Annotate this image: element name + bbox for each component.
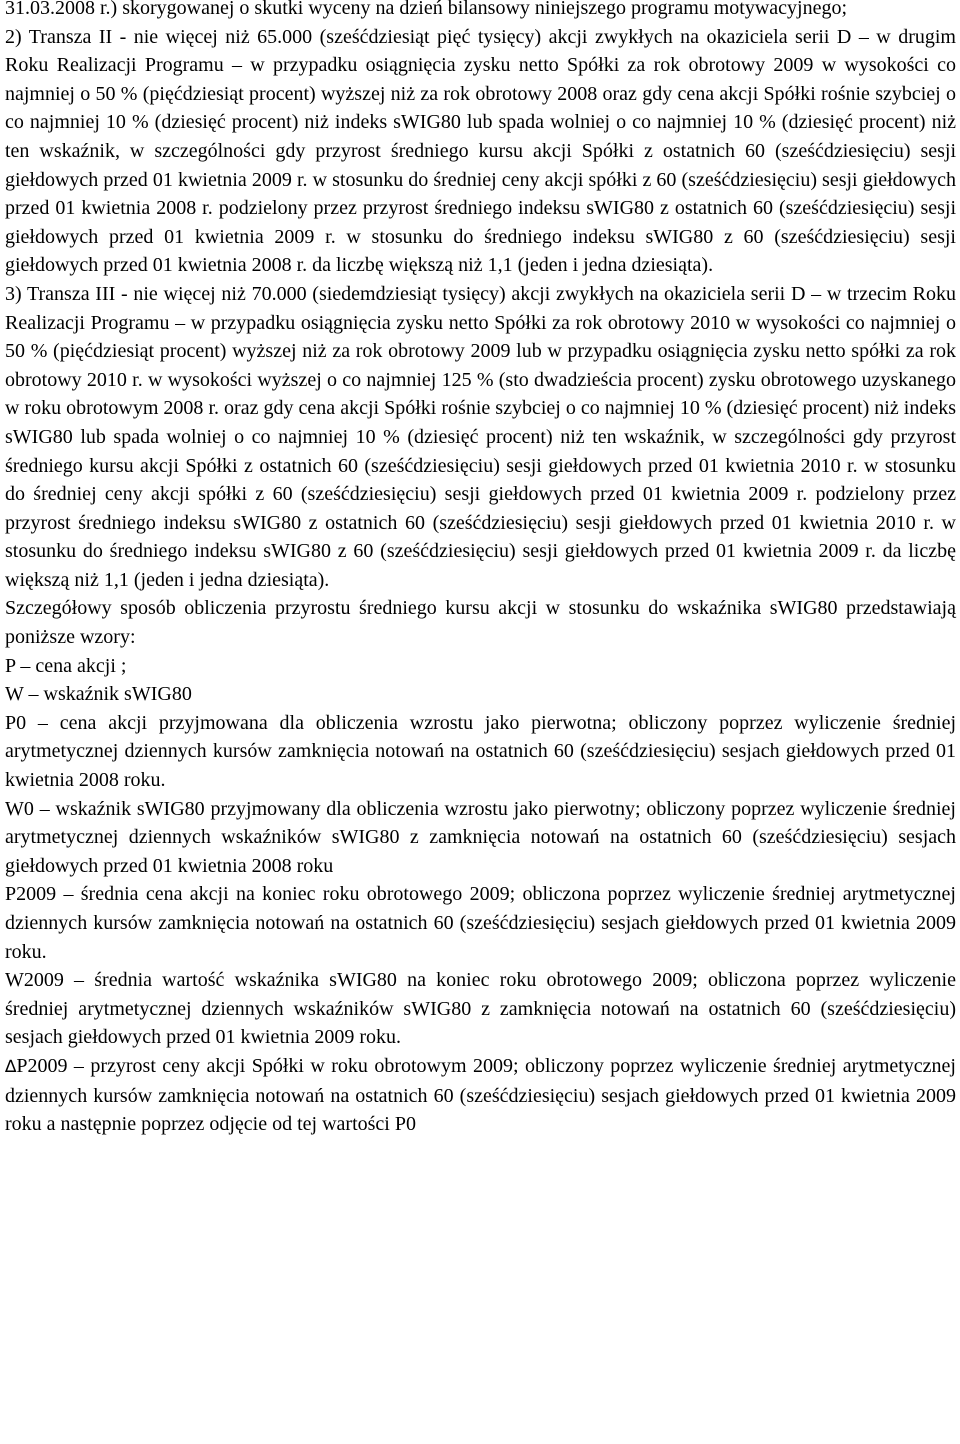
definition-w2009: W2009 – średnia wartość wskaźnika sWIG80 na koniec roku obrotowego 2009; obliczona poprzez wyliczenie średniej arytmetycznej dziennych wskaźników sWIG80 z zamknięcia notowań na ostatnich 60 (sześćdziesięciu) sesjach giełdowych przed 01 kwietnia 2009 roku.: [5, 969, 956, 1049]
definition-p2009: P2009 – średnia cena akcji na koniec roku obrotowego 2009; obliczona poprzez wyliczenie średniej arytmetycznej dziennych kursów zamknięcia notowań na ostatnich 60 (sześćdziesięciu) sesjach giełdowych przed 01 kwietnia 2009 roku.: [5, 883, 956, 963]
definition-delta-p2009-text: P2009 – przyrost ceny akcji Spółki w roku obrotowym 2009; obliczony poprzez wyliczenie średniej arytmetycznej dziennych kursów zamknięcia notowań na ostatnich 60 (sześćdziesięciu) sesjach giełdowych przed 01 kwietnia 2009 roku a następnie poprzez odjęcie od tej wartości P0: [5, 1054, 956, 1136]
paragraph-formula-intro: Szczegółowy sposób obliczenia przyrostu średniego kursu akcji w stosunku do wskaźnika sWIG80 przedstawiają poniższe wzory:: [5, 597, 956, 649]
paragraph-transza-ii: 2) Transza II - nie więcej niż 65.000 (sześćdziesiąt pięć tysięcy) akcji zwykłych na okaziciela serii D – w drugim Roku Realizacji Programu – w przypadku osiągnięcia zysku netto Spółki za rok obrotowy 2009 w wysokości co najmniej o 50 % (pięćdziesiąt procent) wyższej niż za rok obrotowy 2008 oraz gdy cena akcji Spółki rośnie szybciej o co najmniej 10 % (dziesięć procent) niż indeks sWIG80 lub spada wolniej o co najmniej 10 % (dziesięć procent) niż ten wskaźnik, w szczególności gdy przyrost średniego kursu akcji Spółki z ostatnich 60 (sześćdziesięciu) sesji giełdowych przed 01 kwietnia 2009 r. w stosunku do średniej ceny akcji spółki z 60 (sześćdziesięciu) sesji giełdowych przed 01 kwietnia 2008 r. podzielony przez przyrost średniego indeksu sWIG80 z ostatnich 60 (sześćdziesięciu) sesji giełdowych przed 01 kwietnia 2009 r. w stosunku do średniego indeksu sWIG80 z 60 (sześćdziesięciu) sesji giełdowych przed 01 kwietnia 2008 r. da liczbę większą niż 1,1 (jeden i jedna dziesiąta).: [5, 25, 956, 277]
definition-delta-p2009: [5, 1052, 956, 1139]
definition-w0: W0 – wskaźnik sWIG80 przyjmowany dla obliczenia wzrostu jako pierwotny; obliczony poprzez wyliczenie średniej arytmetycznej dziennych wskaźników sWIG80 z zamknięcia notowań na ostatnich 60 (sześćdziesięciu) sesjach giełdowych przed 01 kwietnia 2008 roku: [5, 797, 956, 877]
definition-w: W – wskaźnik sWIG80: [5, 683, 192, 706]
definition-p0: P0 – cena akcji przyjmowana dla obliczenia wzrostu jako pierwotna; obliczony poprzez wyliczenie średniej arytmetycznej dziennych kursów zamknięcia notowań na ostatnich 60 (sześćdziesięciu) sesjach giełdowych przed 01 kwietnia 2008 roku.: [5, 711, 956, 792]
paragraph-transza-iii: 3) Transza III - nie więcej niż 70.000 (siedemdziesiąt tysięcy) akcji zwykłych na okaziciela serii D – w trzecim Roku Realizacji Programu – w przypadku osiągnięcia zysku netto Spółki za rok obrotowy 2010 w wysokości co najmniej o 50 % (pięćdziesiąt procent) wyższej niż za rok obrotowy 2009 lub w przypadku osiągnięcia zysku netto spółki za rok obrotowy 2010 r. w wysokości wyższej o co najmniej 125 % (sto dwadzieścia procent) zysku obrotowego uzyskanego w roku obrotowym 2008 r. oraz gdy cena akcji Spółki rośnie szybciej o co najmniej 10 % (dziesięć procent) niż indeks sWIG80 lub spada wolniej o co najmniej 10 % (dziesięć procent) niż ten wskaźnik, w szczególności gdy przyrost średniego kursu akcji Spółki z ostatnich 60 (sześćdziesięciu) sesji giełdowych przed 01 kwietnia 2010 r. w stosunku do średniej ceny akcji spółki z 60 (sześćdziesięciu) sesji giełdowych przed 01 kwietnia 2009 r. podzielony przez przyrost średniego indeksu sWIG80 z ostatnich 60 (sześćdziesięciu) sesji giełdowych przed 01 kwietnia 2010 r. w stosunku do średniego indeksu sWIG80 z 60 (sześćdziesięciu) sesji giełdowych przed 01 kwietnia 2009 r. da liczbę większą niż 1,1 (jeden i jedna dziesiąta).: [5, 282, 956, 591]
delta-icon: ∆: [5, 1056, 17, 1077]
paragraph-continuation: 31.03.2008 r.) skorygowanej o skutki wyceny na dzień bilansowy niniejszego programu motywacyjnego;: [5, 0, 848, 19]
definition-p: P – cena akcji ;: [5, 654, 127, 677]
